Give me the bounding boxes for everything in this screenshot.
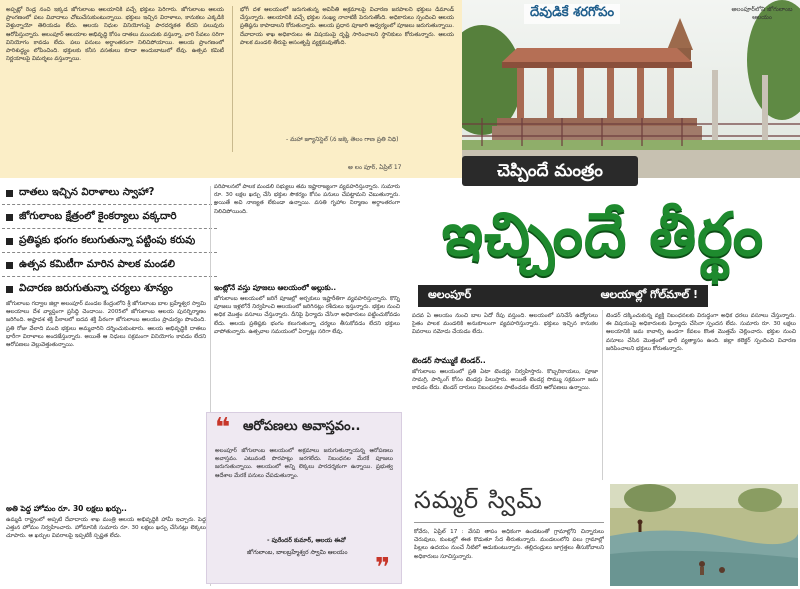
bullet-square-icon (6, 214, 13, 221)
allegations-signature-org: జోగులాంబ, బాలబ్రహ్మేశ్వర స్వామి ఆలయం (247, 549, 348, 556)
right-column1-text: పదవ ఏ ఆలయం నుంచి బాల ఏదో రేపు వస్తుంది. ఆలయంలో పనిచేసే ఉద్యోగులు సైతం పాలక మండలికి అనుకూలంగా వ్యవహరిస్తున్నారు. భక్తులు ఇచ్చిన కానుకల వివరాలు నమోదు చేయడం లేదు. (412, 313, 598, 336)
column-divider (232, 6, 233, 152)
left-column-text2: ఉమ్మడి రాష్ట్రంలో అప్పటి దేవాదాయ శాఖ మంత్రి ఆలయ అభివృద్ధికి హామీ ఇచ్చారు. పెద్ద ఎత్తున హోమం నిర్వహించారు. హోమానికి సుమారు రూ. 30 లక్షలు ఖర్చు చేసినట్లు లెక్కలు చూపారు. ఆ ఖర్చుల వివరాలపై ఇప్పటికీ స్పష్టత లేదు. (6, 517, 206, 540)
bullet-square-icon (6, 262, 13, 269)
sub-banner-left: అలంపూర్ (428, 288, 472, 301)
left-column-text: జోగులాంబ గద్వాల జిల్లా అలంపూర్ మండల కేంద్రంలోని శ్రీ జోగులాంబ బాల బ్రహ్మేశ్వర స్వామి ఆలయాలు దేశ వ్యాప్తంగా ప్రసిద్ధి చెందాయి. 2005లో జోగులాంబ ఆలయ పునర్నిర్మాణం జరిగింది. అష్టాదశ శక్తి పీఠాలలో ఐదవ శక్తి పీఠంగా జోగులాంబ ఆలయం ప్రాచుర్యం పొందింది. ప్రతి రోజు వేలాది మంది భక్తులు అమ్మవారిని దర్శించుకుంటారు. ఆలయ అభివృద్ధికి దాతలు భారీగా విరాళాలు అందజేస్తున్నారు. అయితే ఆ నిధులు సక్రమంగా వినియోగం కావడం లేదని ఆరోపణలు వెల్లువెత్తుతున్నాయి. (6, 301, 206, 349)
allegations-text: అలంపూర్ జోగులాంబ ఆలయంలో అక్రమాలు జరుగుతున్నాయన్న ఆరోపణలు అవాస్తవం. ఎటువంటి పొరపాట్లు జరగలేదు. నిబంధనల మేరకే పూజలు జరుగుతున్నాయి. ఆలయంలో అన్ని లెక్కలు పారదర్శకంగా ఉన్నాయి. ప్రభుత్వ ఆదేశాల మేరకే పనులు చేపడుతున్నాం. (215, 448, 393, 479)
top-story-col2: భోగీ దళ ఆలయంలో జరుగుతున్న అవినీతి అక్రమాలపై విచారణ జరపాలని భక్తులు డిమాండ్ చేస్తున్నారు. ఆలయానికి వచ్చే భక్తుల సంఖ్య నానాటికీ పెరుగుతోంది. అధికారులు స్పందించి ఆలయ ప్రతిష్ఠను కాపాడాలని కోరుతున్నారు. ఆలయ ప్రధాన పూజారి ఆధ్వర్యంలో పూజలు జరుగుతున్నాయి. దేవాదాయ శాఖ అధికారులు ఈ విషయంపై దృష్టి సారించాలని స్థానికులు కోరుతున్నారు. ఆలయ పాలక మండలి తీరుపై అసంతృప్తి వ్యక్తమవుతోంది. (240, 7, 454, 46)
highlight-item: ప్రతిష్ఠకు భంగం కలుగుతున్నా పట్టింపు కరువు (2, 230, 217, 253)
dateline: అ లం పూర్, ఏప్రిల్ 17 (348, 164, 402, 171)
middle-column-subhead: ఇంట్లోనే వస్తు పూజలు ఆలయంలో అల్లుకు.. (214, 283, 337, 292)
allegations-title: ఆరోపణలు అవాస్తవం.. (243, 419, 361, 434)
quote-open-icon: ❝ (215, 413, 231, 443)
photo-caption: అలంపూర్‌లోని జోగులాంబ ఆలయం (731, 6, 793, 21)
bullet-square-icon (6, 238, 13, 245)
temple-photo (462, 0, 800, 178)
swimming-pond-illustration (610, 484, 798, 586)
middle-column-text: పరిపాలనలో పాలక మండలి సభ్యులు తమ ఇష్టారాజ్యంగా వ్యవహరిస్తున్నారు. సుమారు రూ. 30 లక్షల ఖర్చు చేసి భక్తుల సౌకర్యం కోసం పనులు చేపట్టామని చెబుతున్నారు. అయితే అవి నాణ్యత లేకుండా ఉన్నాయి. వసతి గృహాల నిర్మాణం అర్ధాంతరంగా నిలిచిపోయింది. (214, 184, 400, 215)
column-divider (602, 310, 603, 480)
quote-close-icon: ❞ (375, 553, 391, 583)
bullet-square-icon (6, 190, 13, 197)
sub-banner-right: ఆలయాల్లో గోల్‌మాల్ ! (600, 288, 698, 301)
temple-illustration (462, 0, 800, 178)
allegations-signature: - పురేందర్ కుమార్, ఆలయ ఈవో (267, 537, 346, 544)
highlight-item: విచారణ జరుగుతున్నా చర్యలు శూన్యం (2, 278, 217, 300)
right-column1-subhead: టెండర్ సొమ్ముకే టెండర్.. (412, 356, 486, 365)
allegations-box (206, 412, 402, 584)
top-story-col1: అప్పట్లో రెండ్ర నంచి ఇక్కడ జోగులాంబ ఆలయానికి వచ్చే భక్తులు పెరిగారు. జోగులాంబ ఆలయ ప్రాంగణంలో పలు వివాదాలు చోటుచేసుకుంటున్నాయి. భక్తులు ఇచ్చిన విరాళాలు, కానుకలు ఎక్కడికి వెళ్తున్నాయో తెలియడం లేదు. ఆలయ నిధుల వినియోగంపై పారదర్శకత లేదని పలువురు ఆరోపిస్తున్నారు. అలంపూర్ ఆలయాల అభివృద్ధి కోసం దాతలు ముందుకు వస్తున్నా, వారి సేవలు సరిగా వినియోగం కావడం లేదు. పలు పనులు అర్ధాంతరంగా నిలిచిపోయాయి. ఆలయ ప్రాంగణంలో పారిశుద్ధ్యం లోపించింది. భక్తులకు కనీస వసతులు కూడా అందుబాటులో లేవు. ఉత్సవ కమిటీ నిర్ణయాలపై విమర్శలు వస్తున్నాయి. (6, 7, 224, 63)
summer-title: సమ్మర్ స్విమ్ (414, 486, 604, 523)
headline-sub-banner (418, 285, 708, 307)
right-column2-text: టెండర్ దక్కించుకున్న వ్యక్తి నిబంధనలకు విరుద్ధంగా అధిక ధరలు వసూలు చేస్తున్నారు. ఈ విషయంపై అధికారులకు ఫిర్యాదు చేసినా స్పందన లేదు. సుమారు రూ. 30 లక్షలు ఆలయానికి జమ కావాల్సి ఉండగా కేవలం కొంత మొత్తమే చెల్లించారు. భక్తుల నుంచి వసూలు చేసిన మొత్తంలో భారీ వ్యత్యాసం ఉంది. జిల్లా కలెక్టర్ స్పందించి విచారణ జరిపించాలని భక్తులు కోరుతున్నారు. (606, 313, 796, 352)
highlight-item: జోగులాంబ క్షేత్రంలో కైంకర్యాలు వక్కదారి (2, 206, 217, 229)
headline-kicker: చెప్పిందే మంత్రం (462, 156, 638, 186)
summer-text: కోవేరు, ఏప్రిల్ 17 : వేసవి తాపం అధికంగా ఉండటంతో గ్రామాల్లోని చిన్నారులు చెరువులు, కుంటల్లో ఈత కొడుతూ సేద తీరుతున్నారు. మండలంలోని పలు గ్రామాల్లో పిల్లలు ఉదయం నుంచే నీటిలో ఆడుకుంటున్నారు. తల్లిదండ్రులు జాగ్రత్తలు తీసుకోవాలని అధికారులు సూచిస్తున్నారు. (414, 529, 604, 560)
left-column-subhead: అతి పెద్ద హోమం రూ. 30 లక్షలు ఖర్చు.. (6, 504, 127, 513)
summer-photo (610, 484, 798, 586)
right-column1-text2: జోగులాంబ ఆలయంలో ప్రతి ఏటా టెండర్లు నిర్వహిస్తారు. కొబ్బరికాయలు, పూజా సామగ్రి, పార్కింగ్ కోసం టెండర్లు పిలుస్తారు. అయితే టెండర్ల సొమ్ము సక్రమంగా జమ కావడం లేదు. టెండర్ దారులు నిబంధనలు పాటించడం లేదని ఆరోపణలు ఉన్నాయి. (412, 369, 598, 392)
highlight-item: దాతలు ఇచ్చిన విరాళాలు స్వాహా? (2, 182, 217, 205)
highlights-list (2, 182, 217, 301)
middle-column-text2: జోగులాంబ ఆలయంలో జరిగే పూజల్లో అర్చకులు ఇష్టారీతిగా వ్యవహరిస్తున్నారు. కొన్ని పూజలు ఇళ్లలోనే నిర్వహించి ఆలయంలో జరిగినట్లు రశీదులు ఇస్తున్నారు. భక్తుల నుంచి అధిక మొత్తం వసూలు చేస్తున్నారు. దీనిపై ఫిర్యాదు చేసినా అధికారులు పట్టించుకోవడం లేదు. ఆలయ ప్రతిష్ఠకు భంగం కలుగుతున్నా చర్యలు తీసుకోవడం లేదని భక్తులు వాపోతున్నారు. ఉత్సవాల సమయంలో ఏర్పాట్లు సరిగా లేవు. (214, 296, 400, 335)
credit-line: - మహా జ్యూనిస్టెల్ (న జక్కె తెలం గాణ ప్రతి నిధి) (286, 136, 399, 143)
bullet-square-icon (6, 286, 13, 293)
highlight-item: ఉత్సవ కమిటీగా మారిన పాలక మండలి (2, 254, 217, 277)
headline-main: ఇచ్చిందే తీర్థం (441, 200, 765, 270)
photo-label: దేవుడికే శరగోపం (524, 4, 620, 24)
